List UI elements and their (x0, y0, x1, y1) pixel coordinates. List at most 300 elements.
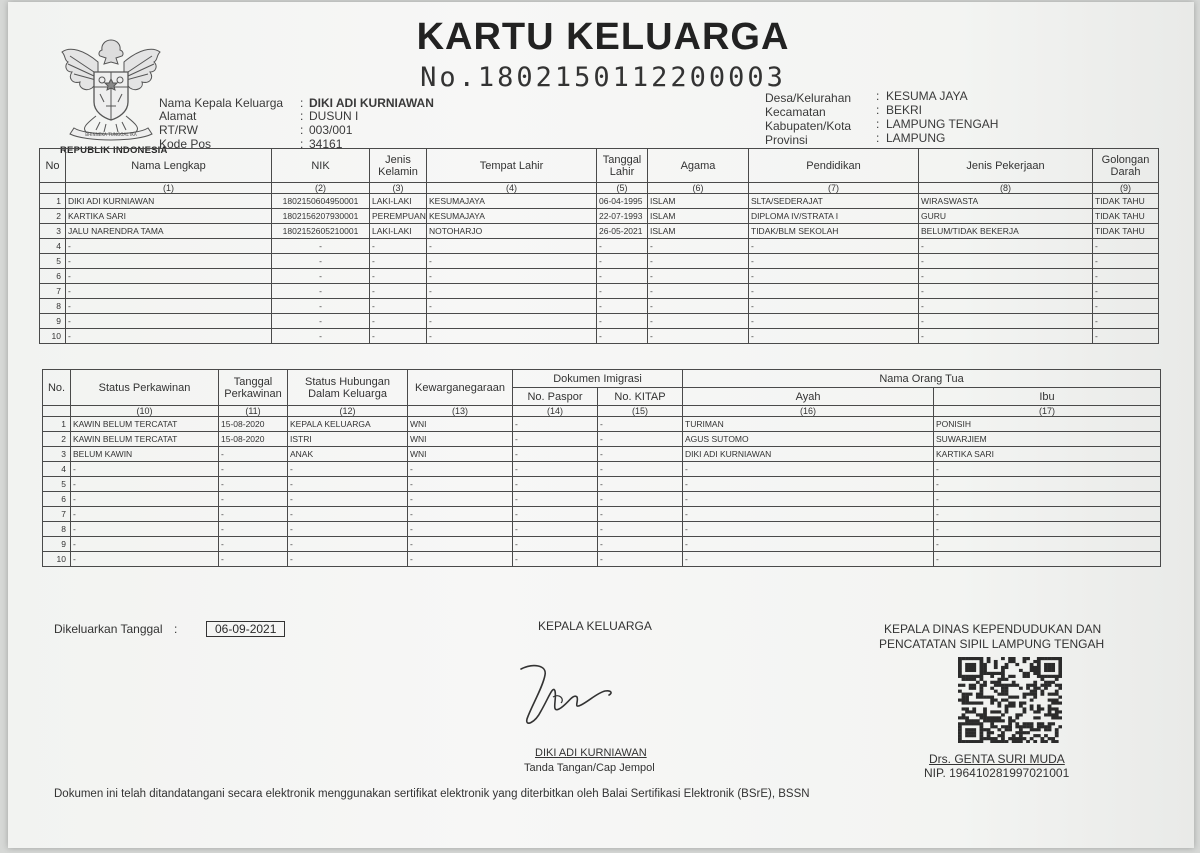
qr-module (965, 669, 969, 672)
qr-module (1044, 713, 1048, 716)
table-cell: 6 (43, 492, 71, 507)
qr-module (1008, 716, 1012, 719)
qr-module (1008, 725, 1012, 728)
table-cell: 9 (40, 314, 66, 329)
qr-module (1005, 704, 1009, 707)
qr-module (969, 740, 973, 743)
qr-module (997, 684, 1001, 687)
issued-date: 06-09-2021 (206, 621, 285, 637)
qr-module (1051, 716, 1055, 719)
table-cell: 15-08-2020 (219, 432, 288, 447)
regency-label: Kabupaten/Kota (765, 119, 852, 133)
table-cell: - (427, 299, 597, 314)
province-value: LAMPUNG (886, 131, 946, 145)
qr-module (965, 740, 969, 743)
qr-module (976, 719, 980, 722)
table-cell: ISLAM (648, 224, 749, 239)
table-cell: 4 (40, 239, 66, 254)
qr-module (1051, 663, 1055, 666)
table-cell: 5 (43, 477, 71, 492)
table-cell: - (598, 447, 683, 462)
colon: : (300, 123, 304, 137)
district-label: Kecamatan (765, 105, 826, 119)
col-header-no: No (40, 149, 66, 183)
qr-module (990, 701, 994, 704)
qr-module (1044, 734, 1048, 737)
qr-module (1030, 728, 1034, 731)
qr-module (958, 684, 962, 687)
qr-module (1019, 701, 1023, 704)
table-cell: - (597, 299, 648, 314)
table-cell: - (427, 284, 597, 299)
qr-module (1048, 704, 1052, 707)
qr-module (997, 693, 1001, 696)
qr-module (980, 690, 984, 693)
qr-module (1033, 690, 1037, 693)
col-header-occupation: Jenis Pekerjaan (919, 149, 1093, 183)
qr-module (1033, 672, 1037, 675)
qr-module (994, 660, 998, 663)
qr-module (1033, 740, 1037, 743)
table-cell: SUWARJIEM (934, 432, 1161, 447)
qr-module (980, 663, 984, 666)
qr-module (1048, 693, 1052, 696)
column-number-cell: (1) (66, 183, 272, 194)
table-cell: - (513, 522, 598, 537)
qr-module (1033, 660, 1037, 663)
qr-module (958, 657, 962, 660)
qr-module (962, 684, 966, 687)
qr-module (969, 666, 973, 669)
document-title: KARTU KELUARGA (416, 16, 790, 58)
table-cell: - (749, 329, 919, 344)
table-cell: 3 (40, 224, 66, 239)
table-cell: KAWIN BELUM TERCATAT (71, 417, 219, 432)
table-cell: 7 (40, 284, 66, 299)
table-row (40, 314, 1159, 329)
qr-module (1005, 684, 1009, 687)
qr-module (1001, 657, 1005, 660)
qr-module (1019, 687, 1023, 690)
qr-module (1033, 696, 1037, 699)
qr-module (987, 731, 991, 734)
qr-module (1030, 725, 1034, 728)
qr-module (958, 734, 962, 737)
colon: : (300, 137, 304, 151)
qr-module (969, 710, 973, 713)
table-cell: ANAK (288, 447, 408, 462)
table-cell: - (66, 269, 272, 284)
qr-module (987, 660, 991, 663)
qr-module (962, 707, 966, 710)
qr-module (1001, 725, 1005, 728)
table-cell: - (648, 269, 749, 284)
table-cell: - (71, 492, 219, 507)
column-number-cell: (6) (648, 183, 749, 194)
table-cell: - (66, 314, 272, 329)
qr-module (990, 725, 994, 728)
table-cell: - (598, 432, 683, 447)
qr-module (987, 716, 991, 719)
qr-module (958, 728, 962, 731)
qr-module (990, 696, 994, 699)
qr-module (980, 675, 984, 678)
qr-module (1051, 666, 1055, 669)
table-cell: - (370, 269, 427, 284)
table-cell: WNI (408, 417, 513, 432)
qr-module (990, 687, 994, 690)
col-header-marital-status: Status Perkawinan (71, 370, 219, 406)
qr-module (1051, 713, 1055, 716)
qr-module (1001, 734, 1005, 737)
table-cell: - (513, 432, 598, 447)
qr-module (958, 740, 962, 743)
qr-module (1005, 690, 1009, 693)
column-number-cell: (2) (272, 183, 370, 194)
table-cell: - (648, 329, 749, 344)
qr-module (1044, 728, 1048, 731)
qr-module (1012, 681, 1016, 684)
qr-module (1030, 737, 1034, 740)
table-cell: - (597, 269, 648, 284)
qr-module (1005, 707, 1009, 710)
colon: : (876, 89, 880, 103)
regency-value: LAMPUNG TENGAH (886, 117, 999, 131)
qr-module (1023, 660, 1027, 663)
qr-module (958, 737, 962, 740)
table-cell: - (408, 552, 513, 567)
col-header-family-relation: Status Hubungan Dalam Keluarga (288, 370, 408, 406)
qr-module (997, 678, 1001, 681)
table-cell: DIKI ADI KURNIAWAN (66, 194, 272, 209)
qr-module (1001, 690, 1005, 693)
qr-module (1048, 722, 1052, 725)
qr-module (1026, 740, 1030, 743)
qr-module (1048, 737, 1052, 740)
colon: : (300, 96, 304, 110)
qr-module (969, 657, 973, 660)
qr-module (997, 681, 1001, 684)
qr-module (994, 690, 998, 693)
qr-module (1001, 684, 1005, 687)
table-cell: WNI (408, 432, 513, 447)
qr-module (990, 722, 994, 725)
qr-module (1058, 701, 1062, 704)
qr-module (965, 663, 969, 666)
table-cell: - (408, 507, 513, 522)
qr-module (997, 740, 1001, 743)
qr-module (972, 684, 976, 687)
table-cell: - (370, 239, 427, 254)
table-cell: - (272, 254, 370, 269)
qr-module (1048, 675, 1052, 678)
qr-module (990, 699, 994, 702)
qr-module (1048, 707, 1052, 710)
qr-module (962, 740, 966, 743)
qr-module (1048, 669, 1052, 672)
qr-module (1015, 737, 1019, 740)
qr-module (1040, 684, 1044, 687)
qr-module (1012, 740, 1016, 743)
qr-module (972, 701, 976, 704)
qr-module (958, 690, 962, 693)
qr-module (1005, 740, 1009, 743)
qr-module (1048, 666, 1052, 669)
qr-module (969, 687, 973, 690)
qr-module (965, 666, 969, 669)
qr-module (1008, 722, 1012, 725)
qr-module (983, 684, 987, 687)
column-number-cell: (16) (683, 406, 934, 417)
qr-module (965, 731, 969, 734)
col-header-passport: No. Paspor (513, 388, 598, 406)
qr-module (1058, 725, 1062, 728)
table-cell: - (272, 269, 370, 284)
table-cell: - (408, 537, 513, 552)
table-cell: KARTIKA SARI (66, 209, 272, 224)
qr-module (1033, 710, 1037, 713)
issued-label: Dikeluarkan Tanggal (54, 622, 163, 636)
qr-module (1058, 672, 1062, 675)
table-row (43, 507, 1161, 522)
qr-module (1012, 737, 1016, 740)
province-label: Provinsi (765, 133, 808, 147)
table-cell: - (749, 269, 919, 284)
family-status-table (42, 369, 1161, 567)
column-number-cell: (3) (370, 183, 427, 194)
table-cell: - (749, 314, 919, 329)
qr-module (1019, 734, 1023, 737)
colon: : (876, 117, 880, 131)
column-number-cell: (9) (1093, 183, 1159, 194)
qr-module (1033, 734, 1037, 737)
qr-module (965, 693, 969, 696)
table-cell: - (219, 492, 288, 507)
qr-module (1040, 737, 1044, 740)
qr-module (1001, 666, 1005, 669)
qr-module (1040, 707, 1044, 710)
table-cell: - (934, 552, 1161, 567)
table-cell: LAKI-LAKI (370, 224, 427, 239)
qr-module (1037, 725, 1041, 728)
table-cell: - (1093, 284, 1159, 299)
table-cell: - (71, 537, 219, 552)
qr-module (1044, 681, 1048, 684)
head-signature-name: DIKI ADI KURNIAWAN (535, 747, 647, 759)
qr-module (972, 710, 976, 713)
table-cell: - (427, 269, 597, 284)
table-cell: TIDAK TAHU (1093, 209, 1159, 224)
table-cell: - (513, 552, 598, 567)
qr-module (1023, 675, 1027, 678)
qr-module (980, 713, 984, 716)
col-header-marriage-date: Tanggal Perkawinan (219, 370, 288, 406)
column-number-cell (40, 183, 66, 194)
qr-module (1033, 728, 1037, 731)
qr-module (1012, 675, 1016, 678)
qr-module (1051, 693, 1055, 696)
qr-module (1019, 713, 1023, 716)
qr-module (1051, 699, 1055, 702)
table-cell: 5 (40, 254, 66, 269)
table-cell: TIDAK TAHU (1093, 194, 1159, 209)
table-cell: - (934, 537, 1161, 552)
qr-module (958, 663, 962, 666)
column-number-cell: (17) (934, 406, 1161, 417)
qr-module (1055, 657, 1059, 660)
qr-module (1055, 731, 1059, 734)
table-cell: - (934, 462, 1161, 477)
table-cell: - (272, 299, 370, 314)
table-cell: 1802156207930001 (272, 209, 370, 224)
table-cell: ISLAM (648, 194, 749, 209)
qr-module (1040, 725, 1044, 728)
qr-module (1030, 699, 1034, 702)
qr-module (997, 719, 1001, 722)
table-cell: - (272, 329, 370, 344)
table-row (43, 522, 1161, 537)
qr-module (1055, 690, 1059, 693)
qr-module (958, 675, 962, 678)
qr-module (983, 666, 987, 669)
col-header-birthplace: Tempat Lahir (427, 149, 597, 183)
qr-module (958, 672, 962, 675)
qr-module (1040, 740, 1044, 743)
table-cell: - (513, 507, 598, 522)
esign-disclaimer: Dokumen ini telah ditandatangani secara elektronik menggunakan sertifikat elektronik yang diterbitkan oleh Balai Sertifikasi Elektronik (BSrE), BSSN (54, 788, 810, 800)
qr-module (1058, 669, 1062, 672)
qr-module (1051, 707, 1055, 710)
qr-module (980, 725, 984, 728)
qr-module (1051, 669, 1055, 672)
qr-module (969, 719, 973, 722)
qr-module (994, 740, 998, 743)
head-signature-caption: Tanda Tangan/Cap Jempol (524, 762, 655, 774)
qr-module (1001, 672, 1005, 675)
qr-module (1005, 678, 1009, 681)
qr-module (976, 696, 980, 699)
table-cell: - (219, 477, 288, 492)
qr-module (1023, 693, 1027, 696)
handwritten-signature (513, 657, 623, 732)
qr-module (958, 716, 962, 719)
qr-module (1037, 722, 1041, 725)
table-cell: - (598, 492, 683, 507)
qr-module (1030, 666, 1034, 669)
qr-module (1055, 710, 1059, 713)
qr-module (980, 740, 984, 743)
qr-module (1019, 725, 1023, 728)
table-cell: - (288, 477, 408, 492)
table-row (40, 224, 1159, 239)
qr-module (1019, 740, 1023, 743)
qr-module (1033, 681, 1037, 684)
table-cell: LAKI-LAKI (370, 194, 427, 209)
table-cell: BELUM/TIDAK BEKERJA (919, 224, 1093, 239)
table-cell: - (66, 254, 272, 269)
qr-module (1055, 728, 1059, 731)
qr-module (1044, 666, 1048, 669)
table-cell: - (272, 314, 370, 329)
qr-module (969, 693, 973, 696)
table-cell: - (288, 507, 408, 522)
column-number-cell: (11) (219, 406, 288, 417)
qr-module (965, 722, 969, 725)
table-row (40, 269, 1159, 284)
table-cell: 1802152605210001 (272, 224, 370, 239)
qr-module (1044, 687, 1048, 690)
column-number-row (43, 406, 1161, 417)
table-row (43, 477, 1161, 492)
table-cell: - (648, 254, 749, 269)
qr-module (969, 684, 973, 687)
qr-module (976, 681, 980, 684)
table-cell: - (71, 462, 219, 477)
qr-module (972, 678, 976, 681)
rtrw-value: 003/001 (309, 123, 353, 137)
garuda-emblem-icon (56, 32, 166, 144)
qr-module (980, 672, 984, 675)
table-cell: - (683, 522, 934, 537)
qr-module (1015, 725, 1019, 728)
qr-module (1012, 701, 1016, 704)
qr-module (1005, 693, 1009, 696)
column-number-row (40, 183, 1159, 194)
qr-module (994, 737, 998, 740)
qr-module (1012, 704, 1016, 707)
qr-module (969, 734, 973, 737)
qr-module (980, 687, 984, 690)
table-cell: - (219, 507, 288, 522)
qr-module (1005, 699, 1009, 702)
table-cell: - (1093, 269, 1159, 284)
qr-module (983, 663, 987, 666)
qr-module (969, 669, 973, 672)
qr-module (1015, 663, 1019, 666)
qr-module (1008, 737, 1012, 740)
qr-module (1037, 707, 1041, 710)
table-cell: - (598, 552, 683, 567)
country-label: REPUBLIK INDONESIA (60, 145, 168, 156)
qr-module (969, 722, 973, 725)
col-header-blood-type: Golongan Darah (1093, 149, 1159, 183)
head-name-label: Nama Kepala Keluarga (159, 96, 284, 110)
qr-module (1040, 690, 1044, 693)
column-number-cell: (4) (427, 183, 597, 194)
table-row (43, 417, 1161, 432)
qr-module (1051, 701, 1055, 704)
table-cell: 8 (43, 522, 71, 537)
table-row (40, 239, 1159, 254)
col-header-parents: Nama Orang Tua (683, 370, 1161, 388)
qr-module (997, 710, 1001, 713)
table-cell: KEPALA KELUARGA (288, 417, 408, 432)
column-number-cell: (13) (408, 406, 513, 417)
table-cell: - (648, 299, 749, 314)
qr-module (965, 701, 969, 704)
table-cell: 3 (43, 447, 71, 462)
table-cell: 7 (43, 507, 71, 522)
qr-module (962, 722, 966, 725)
qr-module (1044, 669, 1048, 672)
qr-module (1005, 666, 1009, 669)
table-cell: 1802150604950001 (272, 194, 370, 209)
table-row (40, 299, 1159, 314)
table-cell: - (919, 239, 1093, 254)
table-cell: 1 (40, 194, 66, 209)
official-name: Drs. GENTA SURI MUDA (929, 752, 1065, 766)
qr-module (1048, 699, 1052, 702)
